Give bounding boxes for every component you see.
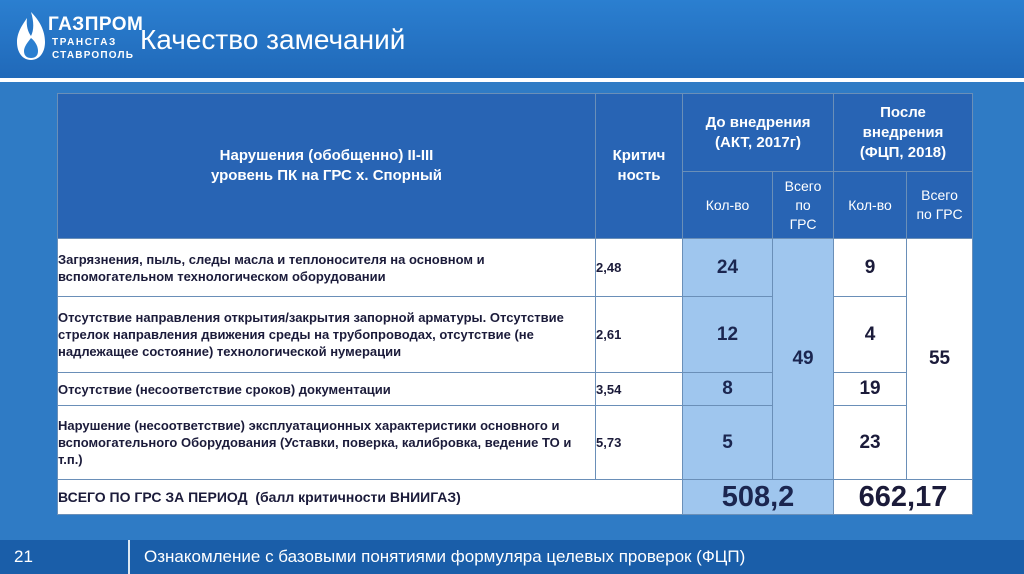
total-before-grs: 49	[773, 239, 834, 480]
logo-line-3: СТАВРОПОЛЬ	[52, 50, 135, 61]
row-count-before: 8	[683, 373, 773, 406]
row-description: Отсутствие (несоответствие сроков) документации	[58, 373, 596, 406]
page-number: 21	[14, 547, 33, 566]
header-violations: Нарушения (обобщенно) II-III уровень ПК на ГРС х. Спорный	[58, 94, 596, 239]
header-before: До внедрения (АКТ, 2017г)	[683, 94, 834, 172]
row-count-after: 23	[834, 406, 907, 480]
header-total-before: Всего по ГРС	[773, 172, 834, 239]
header-criticality: Критич ность	[596, 94, 683, 239]
row-count-after: 9	[834, 239, 907, 297]
gazprom-flame-icon	[12, 10, 50, 62]
row-count-before: 12	[683, 297, 773, 373]
row-count-before: 5	[683, 406, 773, 480]
header-bar	[0, 0, 1024, 78]
row-description: Загрязнения, пыль, следы масла и теплоносителя на основном и вспомогательном технологическом оборудовании	[58, 239, 596, 297]
footer-text: Ознакомление с базовыми понятиями формуляра целевых проверок (ФЦП)	[144, 547, 746, 566]
total-label: ВСЕГО ПО ГРС ЗА ПЕРИОД (балл критичности ВНИИГАЗ)	[58, 480, 683, 515]
header-after: После внедрения (ФЦП, 2018)	[834, 94, 973, 172]
logo-line-2: ТРАНСГАЗ	[52, 37, 117, 48]
header-count-after: Кол-во	[834, 172, 907, 239]
table-row	[58, 406, 973, 480]
row-description: Нарушение (несоответствие) эксплуатационных характеристики основного и вспомогательного Оборудования (Уставки, поверка, калибровка, ведение ТО и т.п.)	[58, 406, 596, 480]
footer-bar	[0, 540, 1024, 574]
total-after-grs: 55	[907, 239, 973, 480]
header-total-after: Всего по ГРС	[907, 172, 973, 239]
logo-line-1: ГАЗПРОМ	[48, 14, 144, 35]
footer-divider	[128, 540, 130, 574]
total-score-after: 662,17	[834, 480, 973, 515]
row-criticality: 2,61	[596, 297, 683, 373]
total-score-before: 508,2	[683, 480, 834, 515]
row-count-before: 24	[683, 239, 773, 297]
row-count-after: 19	[834, 373, 907, 406]
row-criticality: 2,48	[596, 239, 683, 297]
table-row	[58, 239, 973, 297]
page-title: Качество замечаний	[140, 24, 406, 55]
quality-table	[57, 93, 973, 515]
table-row	[58, 297, 973, 373]
row-criticality: 5,73	[596, 406, 683, 480]
row-description: Отсутствие направления открытия/закрытия запорной арматуры. Отсутствие стрелок направления движения среды на трубопроводах, отсутствие (не надлежащее состояние) технологической нумерации	[58, 297, 596, 373]
row-count-after: 4	[834, 297, 907, 373]
header-count-before: Кол-во	[683, 172, 773, 239]
total-row	[58, 480, 973, 515]
gazprom-logo	[12, 8, 144, 66]
table-row	[58, 373, 973, 406]
row-criticality: 3,54	[596, 373, 683, 406]
